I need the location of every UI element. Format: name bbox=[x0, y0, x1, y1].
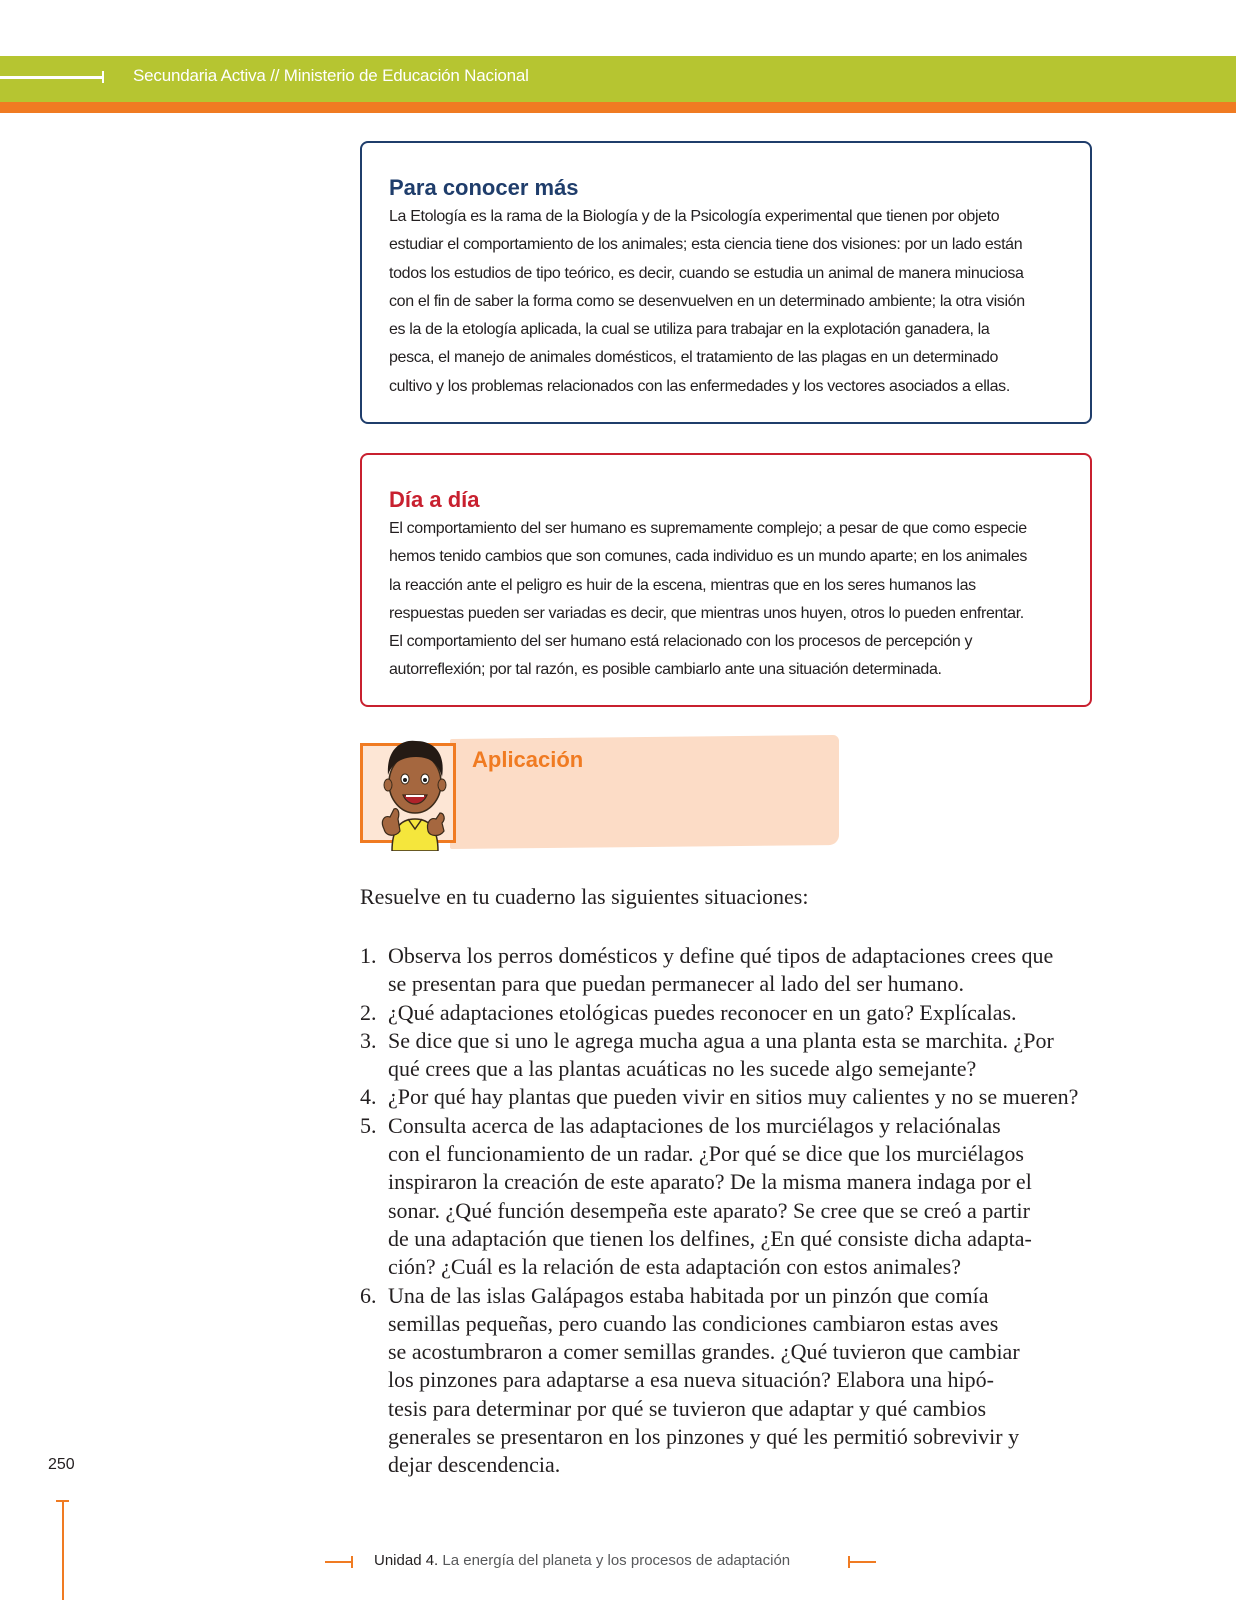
text-line: El comportamiento del ser humano es supremamente complejo; a pesar de que como especie bbox=[389, 520, 1027, 537]
list-item bbox=[360, 1027, 1100, 1084]
list-item bbox=[360, 1083, 1100, 1111]
question-line: generales se presentaron en los pinzones y qué les permitió sobrevivir y bbox=[388, 1424, 1020, 1450]
page-margin-tick bbox=[56, 1500, 69, 1502]
question-line: Consulta acerca de las adaptaciones de los murciélagos y relaciónalas bbox=[388, 1112, 1001, 1138]
text-line: estudiar el comportamiento de los animales; esta ciencia tiene dos visiones: por un lado están bbox=[389, 236, 1023, 254]
para-conocer-text bbox=[389, 203, 1064, 401]
question-line: inspiraron la creación de este aparato? De la misma manera indaga por el bbox=[388, 1169, 1032, 1195]
text-line: pesca, el manejo de animales domésticos, el tratamiento de las plagas en un determinado bbox=[389, 349, 999, 367]
page-margin-rule bbox=[62, 1500, 64, 1600]
question-number: 6. bbox=[360, 1282, 377, 1308]
question-line: ción? ¿Cuál es la relación de esta adaptación con estos animales? bbox=[388, 1254, 961, 1280]
question-line: sonar. ¿Qué función desempeña este aparato? Se cree que se creó a partir bbox=[388, 1197, 1030, 1223]
text-line: La Etología es la rama de la Biología y de la Psicología experimental que tienen por objeto bbox=[389, 208, 1000, 225]
header-rule-tick bbox=[102, 71, 104, 83]
para-conocer-title: Para conocer más bbox=[389, 175, 579, 200]
footer-unit: Unidad 4. bbox=[374, 1552, 439, 1569]
text-line: hemos tenido cambios que son comunes, cada individuo es un mundo aparte; en los animales bbox=[389, 548, 1028, 566]
question-number: 5. bbox=[360, 1112, 377, 1138]
student-boy-icon bbox=[370, 733, 460, 851]
header-title: Secundaria Activa // Ministerio de Educación Nacional bbox=[133, 66, 529, 85]
question-number: 4. bbox=[360, 1084, 377, 1110]
footer-tick-left bbox=[351, 1556, 353, 1568]
footer-text bbox=[374, 1552, 790, 1569]
footer bbox=[0, 1551, 1236, 1573]
footer-unit-title: La energía del planeta y los procesos de adaptación bbox=[438, 1552, 791, 1569]
text-line: es la de la etología aplicada, la cual se utiliza para trabajar en la explotación ganadera, la bbox=[389, 321, 990, 339]
question-number: 3. bbox=[360, 1027, 377, 1053]
text-line: todos los estudios de tipo teórico, es decir, cuando se estudia un animal de manera minuciosa bbox=[389, 264, 1024, 282]
question-list bbox=[360, 942, 1100, 1480]
aplicacion-title: Aplicación bbox=[472, 747, 584, 772]
question-line: los pinzones para adaptarse a esa nueva situación? Elabora una hipó- bbox=[388, 1367, 994, 1393]
dia-a-dia-box bbox=[360, 453, 1092, 707]
question-line: se presentan para que puedan permanecer al lado del ser humano. bbox=[388, 971, 965, 997]
question-line: ¿Qué adaptaciones etológicas puedes reconocer en un gato? Explícalas. bbox=[388, 999, 1017, 1025]
question-line: tesis para determinar por qué se tuvieron que adaptar y qué cambios bbox=[388, 1395, 987, 1421]
question-line: dejar descendencia. bbox=[388, 1452, 561, 1478]
question-number: 1. bbox=[360, 943, 377, 968]
question-line: semillas pequeñas, pero cuando las condiciones cambiaron estas aves bbox=[388, 1310, 999, 1336]
question-number: 2. bbox=[360, 999, 377, 1025]
text-line: autorreflexión; por tal razón, es posible cambiarlo ante una situación determinada. bbox=[389, 661, 942, 679]
question-line: de una adaptación que tienen los delfines, ¿En qué consiste dicha adapta- bbox=[388, 1225, 1032, 1251]
text-line: respuestas pueden ser variadas es decir, que mientras unos huyen, otros lo pueden enfrentar. bbox=[389, 604, 1024, 622]
list-item bbox=[360, 1282, 1100, 1480]
question-line: Se dice que si uno le agrega mucha agua a una planta esta se marchita. ¿Por bbox=[388, 1027, 1054, 1053]
question-line: qué crees que a las plantas acuáticas no les sucede algo semejante? bbox=[388, 1056, 977, 1082]
list-item bbox=[360, 1112, 1100, 1282]
text-line: con el fin de saber la forma como se desenvuelven en un determinado ambiente; la otra visión bbox=[389, 292, 1025, 310]
text-line: El comportamiento del ser humano está relacionado con los procesos de percepción y bbox=[389, 633, 973, 651]
question-line: Una de las islas Galápagos estaba habitada por un pinzón que comía bbox=[388, 1282, 989, 1308]
footer-tick-right bbox=[848, 1556, 850, 1568]
question-line: ¿Por qué hay plantas que pueden vivir en sitios muy calientes y no se mueren? bbox=[388, 1084, 1079, 1110]
para-conocer-box bbox=[360, 141, 1092, 424]
footer-rule-left bbox=[325, 1561, 353, 1563]
question-line: se acostumbraron a comer semillas grandes. ¿Qué tuvieron que cambiar bbox=[388, 1339, 1020, 1365]
list-item bbox=[360, 999, 1100, 1027]
question-line: Observa los perros domésticos y define qué tipos de adaptaciones crees que bbox=[388, 943, 1054, 968]
header-accent-stripe bbox=[0, 102, 1236, 113]
footer-rule-right bbox=[848, 1561, 876, 1563]
list-item bbox=[360, 942, 1100, 999]
text-line: cultivo y los problemas relacionados con las enfermedades y los vectores asociados a ellas. bbox=[389, 377, 1010, 395]
aplicacion-intro: Resuelve en tu cuaderno las siguientes situaciones: bbox=[360, 884, 809, 909]
page-number: 250 bbox=[48, 1456, 75, 1473]
dia-a-dia-title: Día a día bbox=[389, 487, 480, 512]
dia-a-dia-text bbox=[389, 515, 1064, 685]
header-rule bbox=[0, 76, 104, 79]
question-line: con el funcionamiento de un radar. ¿Por qué se dice que los murciélagos bbox=[388, 1141, 1024, 1167]
text-line: la reacción ante el peligro es huir de la escena, mientras que en los seres humanos las bbox=[389, 576, 976, 594]
